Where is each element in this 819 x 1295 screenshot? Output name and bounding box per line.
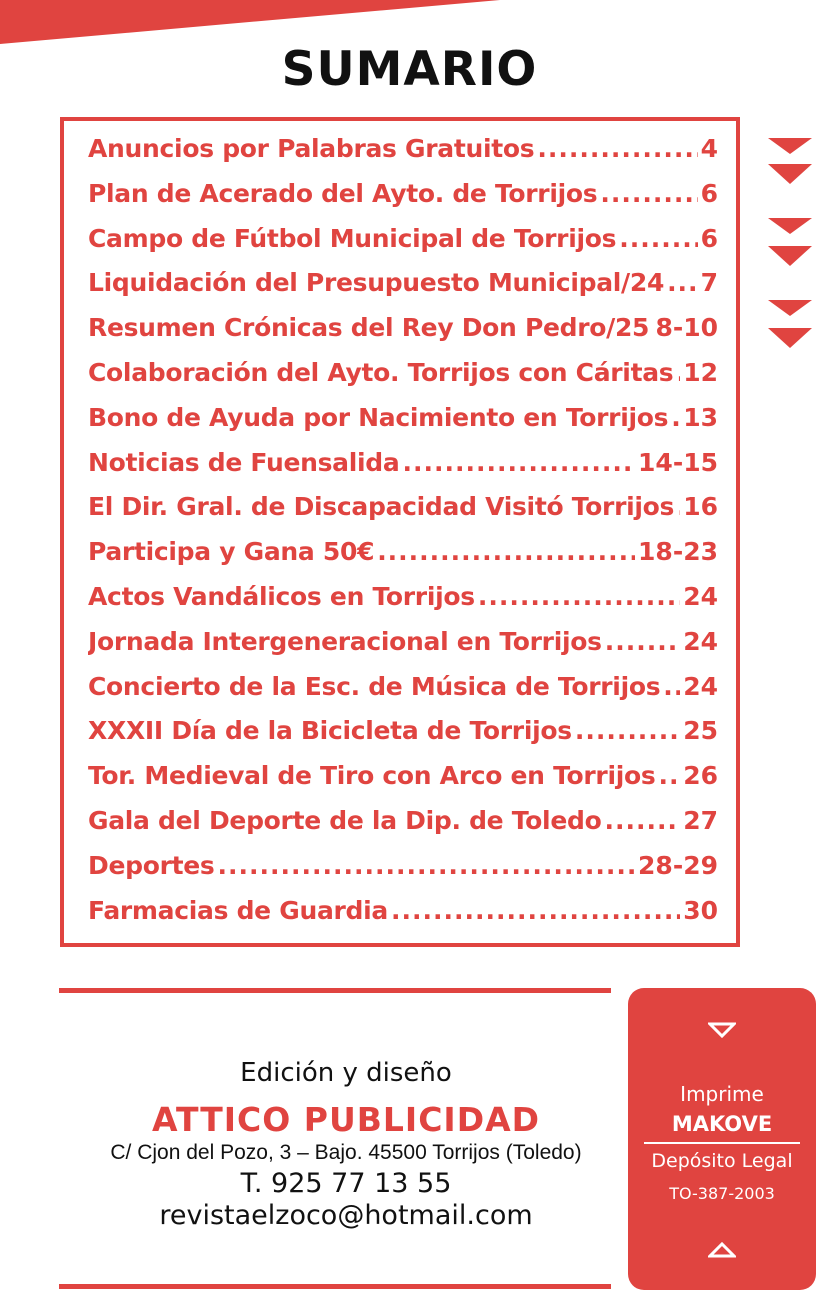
up-arrow-icon bbox=[708, 1242, 736, 1258]
toc-entry[interactable] bbox=[88, 448, 718, 493]
toc-entry-title: Actos Vandálicos en Torrijos bbox=[88, 581, 475, 611]
edition-address: C/ Cjon del Pozo, 3 – Bajo. 45500 Torrijos (Toledo) bbox=[110, 1141, 582, 1164]
toc-entry-title: Tor. Medieval de Tiro con Arco en Torrijos bbox=[88, 761, 656, 791]
toc-entry[interactable] bbox=[88, 313, 718, 358]
toc-entry-page: 6 bbox=[700, 178, 718, 208]
toc-entry[interactable] bbox=[88, 403, 718, 448]
toc-leader-dots bbox=[677, 492, 680, 521]
toc-entry-page: 8-10 bbox=[655, 313, 718, 343]
toc-leader-dots bbox=[658, 761, 680, 790]
toc-entry-page: 18-23 bbox=[638, 537, 718, 567]
toc-entry-title: Campo de Fútbol Municipal de Torrijos bbox=[88, 223, 617, 253]
toc-entry-page: 25 bbox=[683, 716, 718, 746]
legal-deposit-label: Depósito Legal bbox=[651, 1150, 793, 1172]
down-arrow-icon bbox=[708, 1022, 736, 1038]
toc-entry-page: 4 bbox=[700, 134, 718, 163]
toc-leader-dots bbox=[402, 448, 635, 477]
toc-entry-page: 30 bbox=[683, 895, 718, 925]
toc-leader-dots bbox=[663, 672, 680, 701]
toc-entry-title: Bono de Ayuda por Nacimiento en Torrijos bbox=[88, 402, 669, 432]
printer-box bbox=[628, 988, 816, 1290]
toc-leader-dots bbox=[605, 627, 680, 656]
toc-entry[interactable] bbox=[88, 134, 718, 179]
toc-entry-page: 24 bbox=[683, 626, 718, 656]
toc-entry-title: Resumen Crónicas del Rey Don Pedro/25 bbox=[88, 313, 650, 343]
toc-entry-page: 24 bbox=[683, 581, 718, 611]
toc-entry-page: 27 bbox=[683, 805, 718, 835]
toc-entry-page: 6 bbox=[700, 223, 718, 253]
down-arrow-icon bbox=[768, 300, 812, 316]
toc-list bbox=[88, 134, 718, 940]
down-arrow-icon bbox=[768, 246, 812, 266]
toc-entry-title: Plan de Acerado del Ayto. de Torrijos bbox=[88, 178, 598, 208]
toc-entry-page: 28-29 bbox=[638, 850, 718, 880]
toc-leader-dots bbox=[218, 851, 636, 880]
toc-entry-title: El Dir. Gral. de Discapacidad Visitó Torrijos bbox=[88, 492, 675, 522]
printer-name: MAKOVE bbox=[671, 1112, 773, 1136]
toc-entry-title: Deportes bbox=[88, 850, 215, 880]
toc-entry-title: Farmacias de Guardia bbox=[88, 895, 388, 925]
legal-deposit-code: TO-387-2003 bbox=[669, 1184, 775, 1203]
toc-entry-title: Colaboración del Ayto. Torrijos con Cáritas bbox=[88, 357, 674, 387]
toc-leader-dots bbox=[600, 179, 697, 208]
divider-bottom bbox=[59, 1284, 611, 1289]
toc-entry[interactable] bbox=[88, 537, 718, 582]
toc-entry[interactable] bbox=[88, 179, 718, 224]
printer-divider bbox=[644, 1142, 800, 1144]
toc-entry-page: 13 bbox=[683, 402, 718, 432]
toc-leader-dots bbox=[676, 358, 680, 387]
toc-entry-title: XXXII Día de la Bicicleta de Torrijos bbox=[88, 716, 572, 746]
toc-entry[interactable] bbox=[88, 716, 718, 761]
toc-entry[interactable] bbox=[88, 358, 718, 403]
toc-entry[interactable] bbox=[88, 851, 718, 896]
toc-entry-title: Jornada Intergeneracional en Torrijos bbox=[88, 626, 602, 656]
toc-leader-dots bbox=[604, 806, 680, 835]
toc-leader-dots bbox=[619, 224, 697, 253]
toc-entry-page: 26 bbox=[683, 761, 718, 791]
edition-email[interactable]: revistaelzoco@hotmail.com bbox=[159, 1200, 533, 1231]
toc-entry-page: 7 bbox=[700, 268, 718, 298]
toc-leader-dots bbox=[478, 582, 680, 611]
edition-company: ATTICO PUBLICIDAD bbox=[151, 1100, 541, 1139]
toc-entry[interactable] bbox=[88, 806, 718, 851]
toc-leader-dots bbox=[391, 896, 680, 925]
page-title: SUMARIO bbox=[281, 42, 538, 97]
toc-entry-title: Concierto de la Esc. de Música de Torrijos bbox=[88, 671, 661, 701]
down-arrow-icon bbox=[768, 138, 812, 154]
down-arrow-icon bbox=[768, 328, 812, 348]
toc-entry-page: 24 bbox=[683, 671, 718, 701]
toc-entry-title: Noticias de Fuensalida bbox=[88, 447, 400, 477]
toc-entry-page: 12 bbox=[683, 357, 718, 387]
toc-entry-title: Liquidación del Presupuesto Municipal/24 bbox=[88, 268, 665, 298]
toc-entry[interactable] bbox=[88, 268, 718, 313]
down-arrow-icon bbox=[768, 218, 812, 234]
divider-top bbox=[59, 988, 611, 993]
toc-entry-page: 16 bbox=[683, 492, 718, 522]
toc-entry-page: 14-15 bbox=[638, 447, 718, 477]
toc-entry-title: Anuncios por Palabras Gratuitos bbox=[88, 134, 535, 163]
toc-entry[interactable] bbox=[88, 896, 718, 941]
toc-entry[interactable] bbox=[88, 672, 718, 717]
toc-entry[interactable] bbox=[88, 224, 718, 269]
toc-leader-dots bbox=[671, 403, 680, 432]
toc-leader-dots bbox=[575, 716, 680, 745]
toc-entry-title: Gala del Deporte de la Dip. de Toledo bbox=[88, 805, 602, 835]
decorative-arrows bbox=[766, 136, 816, 356]
edition-phone: T. 925 77 13 55 bbox=[240, 1168, 452, 1199]
down-arrow-icon bbox=[768, 164, 812, 184]
toc-entry[interactable] bbox=[88, 761, 718, 806]
toc-entry-title: Participa y Gana 50€ bbox=[88, 537, 375, 567]
toc-entry[interactable] bbox=[88, 492, 718, 537]
toc-entry[interactable] bbox=[88, 582, 718, 627]
printer-label: Imprime bbox=[680, 1082, 764, 1106]
toc-leader-dots bbox=[377, 537, 635, 566]
toc-leader-dots bbox=[667, 268, 698, 297]
toc-leader-dots bbox=[537, 134, 697, 163]
toc-entry[interactable] bbox=[88, 627, 718, 672]
edition-label: Edición y diseño bbox=[240, 1058, 452, 1088]
